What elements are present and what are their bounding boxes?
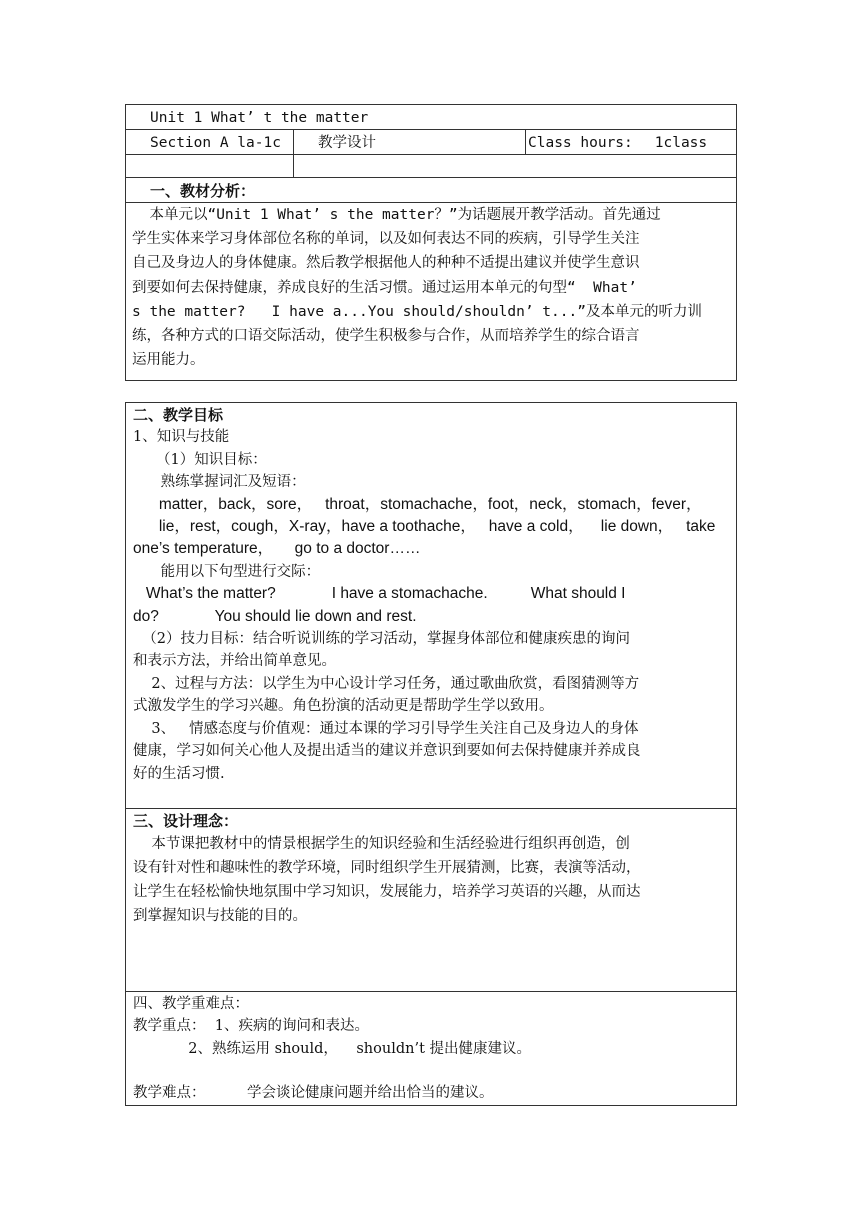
key-point-line-2: 2、熟练运用 should， shouldn’t 提出健康建议。 <box>133 1040 531 1057</box>
design-cell <box>294 130 526 155</box>
analysis-line: s the matter? I have a...You should/shouldn’ t...”及本单元的听力训 <box>132 303 702 320</box>
vocab-line-2: lie，rest，cough，X-ray，have a toothache， have a cold， lie down， take <box>133 518 716 536</box>
analysis-heading-cell <box>126 178 737 203</box>
concept-line: 让学生在轻松愉快地氛围中学习知识，发展能力，培养学习英语的兴趣，从而达 <box>133 884 641 901</box>
analysis-line: 练，各种方式的口语交际活动，使学生积极参与合作，从而培养学生的综合语言 <box>132 328 640 345</box>
analysis-heading: 一、教材分析： <box>150 182 256 200</box>
sentence-intro: 能用以下句型进行交际： <box>133 563 321 580</box>
analysis-line: 运用能力。 <box>132 352 205 369</box>
empty-cell-right <box>294 155 737 178</box>
sentence-line-2: do? You should lie down and rest. <box>133 607 417 625</box>
objectives-table <box>125 402 737 1106</box>
class-hours-label: Class hours: <box>528 135 633 151</box>
key-point-line-1: 教学重点： 1、疾病的询问和表达。 <box>133 1018 369 1035</box>
analysis-line: 到要如何去保持健康，养成良好的生活习惯。通过运用本单元的句型“ What’ <box>132 279 637 296</box>
objectives-heading: 二、教学目标 <box>133 406 224 424</box>
difficult-point-line: 教学难点： 学会谈论健康问题并给出恰当的建议。 <box>133 1085 494 1102</box>
header-table <box>125 104 737 381</box>
objectives-cell <box>126 403 737 809</box>
vocab-line-1: matter，back，sore， throat，stomachache，foot，neck，stomach，fever， <box>133 495 702 513</box>
skill-target-line-1: （2）技力目标：结合听说训练的学习活动，掌握身体部位和健康疾患的询问 <box>133 631 630 648</box>
concept-line: 设有针对性和趣味性的教学环境，同时组织学生开展猜测，比赛，表演等活动， <box>133 860 641 877</box>
analysis-line: 学生实体来学习身体部位名称的单词，以及如何表达不同的疾病，引导学生关注 <box>132 231 640 248</box>
difficulties-cell <box>126 992 737 1106</box>
vocab-line-3: one’s temperature， go to a doctor…… <box>133 540 421 558</box>
concept-line: 本节课把教材中的情景根据学生的知识经验和生活经验进行组织再创造，创 <box>133 836 630 853</box>
emotion-line-2: 健康，学习如何关心他人及提出适当的建议并意识到要如何去保持健康并养成良 <box>133 743 641 760</box>
class-hours-cell <box>526 130 737 155</box>
analysis-body <box>126 203 736 372</box>
analysis-line: 本单元以“Unit 1 What’ s the matter？”为话题展开教学活动。首先通过 <box>132 207 661 223</box>
knowledge-target-label: （1）知识目标： <box>133 451 267 468</box>
emotion-line-1: 3、 情感态度与价值观：通过本课的学习引导学生关注自己及身边人的身体 <box>133 720 639 737</box>
concept-heading: 三、设计理念： <box>133 812 239 830</box>
difficulties-heading: 四、教学重难点： <box>133 996 249 1012</box>
emotion-line-3: 好的生活习惯. <box>133 765 225 782</box>
sentence-line-1: What’s the matter? I have a stomachache. What should I <box>133 585 626 603</box>
vocab-intro: 熟练掌握词汇及短语： <box>133 474 306 491</box>
analysis-line: 自己及身边人的身体健康。然后教学根据他人的种种不适提出建议并使学生意识 <box>132 255 640 272</box>
class-hours-value: 1class <box>654 135 708 151</box>
knowledge-skill-label: 1、知识与技能 <box>133 429 230 446</box>
empty-cell-left <box>126 155 294 178</box>
design-label: 教学设计 <box>318 135 376 151</box>
section-label: Section A la-1c <box>150 135 281 151</box>
blank-line <box>133 1060 736 1082</box>
section-cell <box>126 130 294 155</box>
process-line-2: 式激发学生的学习兴趣。角色扮演的活动更是帮助学生学以致用。 <box>133 698 554 715</box>
concept-line: 到掌握知识与技能的目的。 <box>133 908 307 925</box>
unit-title: Unit 1 What’ t the matter <box>150 110 369 126</box>
skill-target-line-2: 和表示方法，并给出简单意见。 <box>133 653 336 670</box>
process-line-1: 2、过程与方法：以学生为中心设计学习任务，通过歌曲欣赏，看图猜测等方 <box>133 675 640 692</box>
concept-cell <box>126 809 737 992</box>
unit-title-cell <box>126 105 737 130</box>
analysis-body-cell <box>126 203 737 381</box>
